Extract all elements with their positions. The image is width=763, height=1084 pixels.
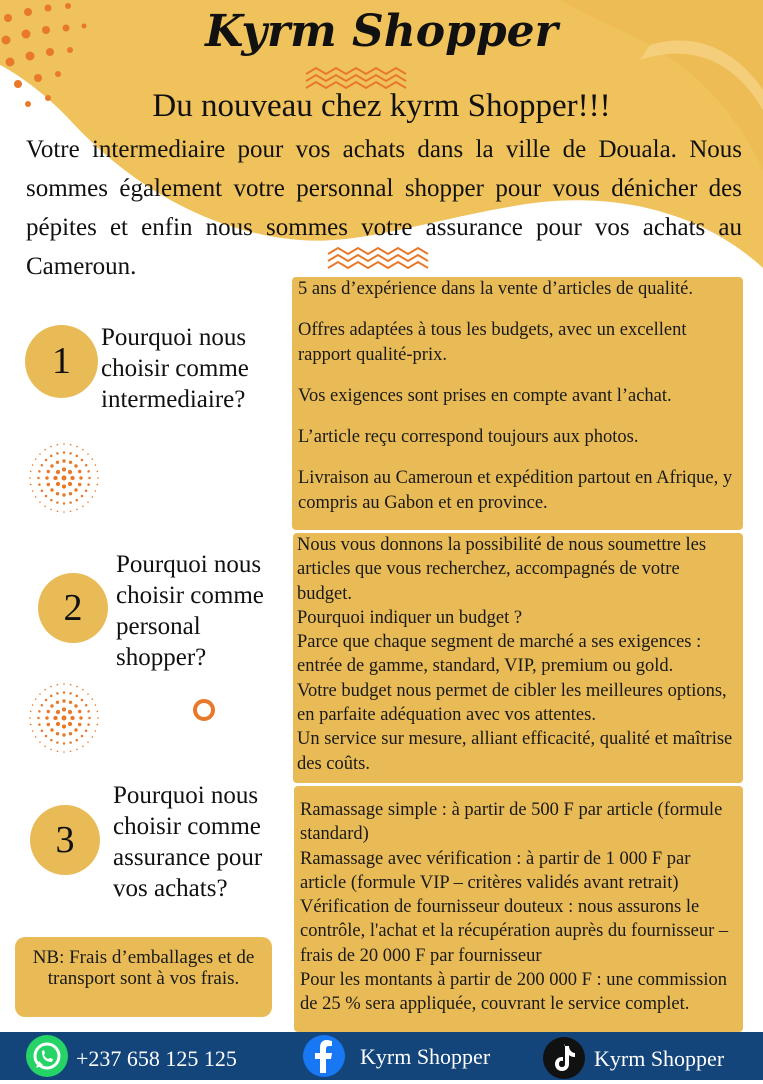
brand-title: Kyrm Shopper (205, 6, 558, 57)
tiktok-icon[interactable] (543, 1037, 585, 1079)
whatsapp-number[interactable]: +237 658 125 125 (76, 1046, 237, 1071)
section-2-question: Pourquoi nous choisir comme personal shopper? (116, 551, 264, 671)
section-1-number-badge (25, 325, 98, 398)
facebook-handle[interactable]: Kyrm Shopper (360, 1044, 491, 1069)
section-3-point: Ramassage avec vérification : à partir de 1 000 F par article (formule VIP – critères validés avant retrait) (300, 848, 691, 893)
whatsapp-icon[interactable] (26, 1035, 68, 1077)
footer-bar (0, 1032, 763, 1080)
section-1-answer-box (292, 277, 743, 530)
section-1-point: Livraison au Cameroun et expédition partout en Afrique, y compris au Gabon et en province. (298, 468, 733, 513)
section-1-number: 1 (52, 340, 71, 382)
shipping-note: NB: Frais d’emballages et de transport sont à vos frais. (15, 937, 272, 1017)
section-1-point: Vos exigences sont prises en compte avant l’achat. (298, 385, 672, 406)
section-3-number-badge (30, 805, 100, 875)
section-1-point: 5 ans d’expérience dans la vente d’articles de qualité. (298, 279, 694, 299)
section-2-point: Pourquoi indiquer un budget ? (297, 607, 523, 628)
section-2-number: 2 (63, 587, 83, 629)
page-headline: Du nouveau chez kyrm Shopper!!! (152, 88, 611, 124)
section-2-answer-box (293, 533, 743, 783)
facebook-icon[interactable] (303, 1035, 345, 1077)
section-3-point: Vérification de fournisseur douteux : nous assurons le contrôle, l'achat et la récupération auprès du fournisseur – frais de 20 000 F par fournisseur (300, 897, 729, 966)
section-1-question: Pourquoi nous choisir comme intermediaire? (101, 324, 249, 413)
section-3-point: Ramassage simple : à partir de 500 F par article (formule standard) (300, 800, 723, 845)
section-2-point: Nous vous donnons la possibilité de nous soumettre les articles que vous recherchez, accompagnés de votre budget. (297, 535, 707, 604)
intro-paragraph: Votre intermediaire pour vos achats dans la ville de Douala. Nous sommes également votre personnal shopper pour vous dénicher des pépites et enfin nous sommes votre assurance pour vos achats au Cameroun. (26, 136, 742, 280)
section-3-answer-box (294, 786, 743, 1032)
section-3-point: Pour les montants à partir de 200 000 F : une commission de 25 % sera appliquée, couvrant le service complet. (300, 970, 727, 1015)
section-2-number-badge (38, 573, 108, 643)
section-1-point: L’article reçu correspond toujours aux photos. (298, 427, 639, 448)
section-1-point: Offres adaptées à tous les budgets, avec un excellent rapport qualité-prix. (298, 320, 687, 365)
section-3-number: 3 (55, 819, 75, 861)
section-2-point: Votre budget nous permet de cibler les meilleures options, en parfaite adéquation avec vos attentes. (297, 680, 727, 726)
section-2-point: Un service sur mesure, alliant efficacité, qualité et maîtrise des coûts. (297, 729, 733, 774)
section-3-question: Pourquoi nous choisir comme assurance pour vos achats? (113, 782, 263, 902)
section-2-point: Parce que chaque segment de marché a ses exigences : entrée de gamme, standard, VIP, premium ou gold. (297, 632, 702, 677)
tiktok-handle[interactable]: Kyrm Shopper (594, 1046, 725, 1071)
